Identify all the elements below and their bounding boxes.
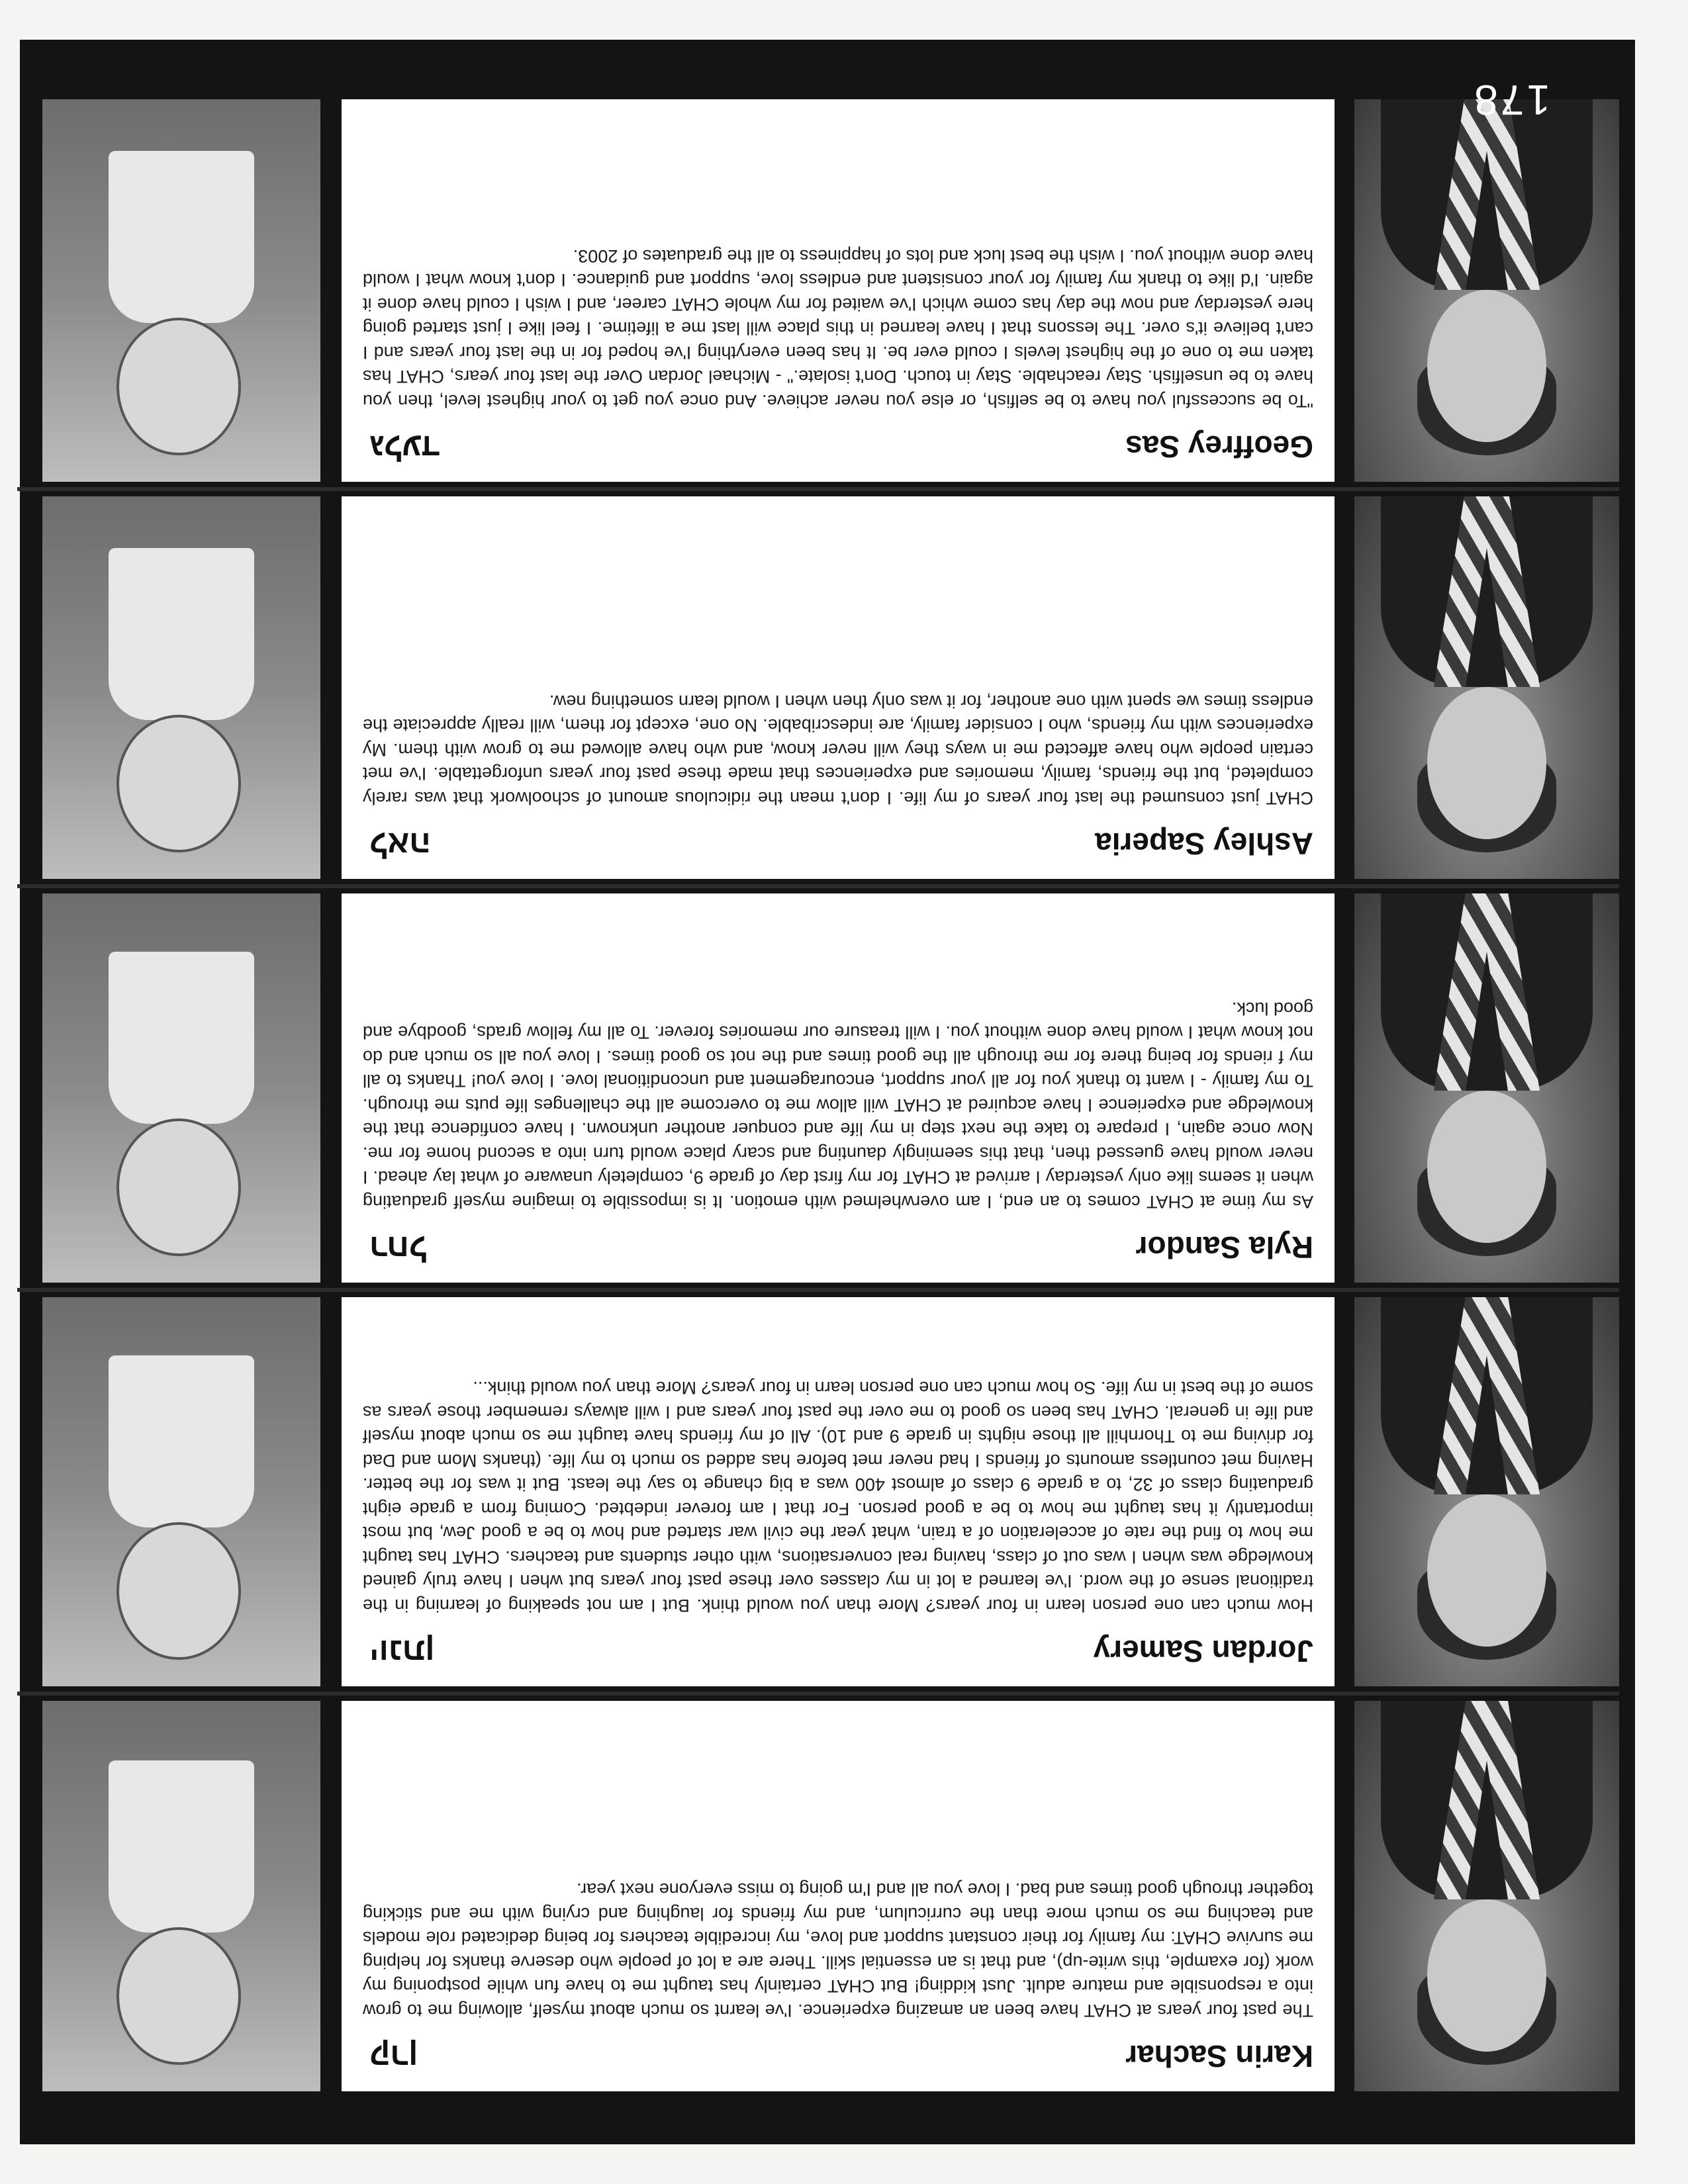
childhood-photo (42, 496, 320, 879)
row-divider (17, 1692, 1619, 1696)
grad-name: Karin Sachar (1125, 2039, 1313, 2073)
childhood-photo (42, 1297, 320, 1686)
grad-message: The past four years at CHAT have been an amazing experience. I've learnt so much about myself, allowing me to grow into a responsible and mature adult. Just kidding! But CHAT certainly has taught me to have fun while postponing my work (for example, this write-up), and that is an essential skill. There are a lot of people who deserve thanks for helping me survive CHAT: my family for their constant support and love, my incredible teachers for being dedicated role models and teaching me so much more than the curriculum, and my friends for laughing and crying with me and sticking together through good times and bad. I love you all and I'm going to miss everyone next year. (363, 1880, 1313, 2021)
grad-name: Ryla Sandor (1135, 1230, 1313, 1265)
grad-hebrew-name: רחל (369, 1230, 428, 1265)
grad-portrait (1354, 1297, 1619, 1686)
grad-entry (17, 496, 1619, 879)
grad-hebrew-name: גלעד (369, 429, 440, 464)
row-divider (17, 1288, 1619, 1292)
grad-hebrew-name: יונתן (369, 1633, 435, 1668)
grad-text-box (342, 496, 1335, 879)
grad-portrait (1354, 496, 1619, 879)
grad-name-bar (363, 1224, 1313, 1268)
grad-portrait (1354, 893, 1619, 1283)
grad-entry (17, 1701, 1619, 2091)
grad-name-bar (363, 424, 1313, 467)
grad-text-box (342, 99, 1335, 482)
childhood-photo (42, 1701, 320, 2091)
row-divider (17, 884, 1619, 888)
grad-portrait (1354, 1701, 1619, 2091)
grad-message: CHAT just consumed the last four years of my life. I don't mean the ridiculous amount of schoolwork that was rarely completed, but the friends, family, memories and experiences that made these past four years unforgettable. I've met certain people who have affected me in ways they will never know, and who have allowed me to grow with them. My experiences with my friends, who I consider family, are indescribable. No one, except for them, will really appreciate the endless times we spent with one another, for it was only then when I would learn something new. (363, 692, 1313, 808)
grad-name: Ashley Saperia (1095, 827, 1313, 861)
grad-text-box (342, 1297, 1335, 1686)
grad-name: Jordan Samery (1093, 1634, 1313, 1668)
grad-name: Geoffrey Sas (1125, 430, 1313, 464)
grad-entry (17, 1297, 1619, 1686)
grad-text-box (342, 1701, 1335, 2091)
row-divider (17, 487, 1619, 491)
grad-entry (17, 99, 1619, 482)
grad-text-box (342, 893, 1335, 1283)
grad-hebrew-name: קרן (369, 2038, 418, 2073)
childhood-photo (42, 99, 320, 482)
grad-entry (17, 893, 1619, 1283)
childhood-photo (42, 893, 320, 1283)
grad-portrait (1354, 99, 1619, 482)
grad-message: How much can one person learn in four years? More than you would think. But I am not speaking of learning in the traditional sense of the word. I've learned a lot in my classes over these past four years but when I have truly gained knowledge was when I was out of class, having real conversations, with other students and teachers. CHAT has taught me how to find the rate of acceleration of a train, what year the civil war started and how to be a good Jew, but most importantly it has taught me how to be a good person. For that I am forever indebted. Coming from a grade eight graduating class of 32, to a grade 9 class of almost 400 was a big change to say the least. But it was for the better. Having met countless amounts of friends I had never met before has added so much to my life. (thanks Mom and Dad for driving me to Thornhill all those nights in grade 9 and 10). All of my friends have taught me so much about myself and life in general. CHAT has been so good to me over the past four years and I will always remember those years as some of the best in my life. So how much can one person learn in four years? More than you would think... (363, 1378, 1313, 1615)
grad-hebrew-name: לאה (369, 826, 431, 861)
grad-name-bar (363, 1628, 1313, 1672)
grad-name-bar (363, 821, 1313, 864)
grad-message: "To be successful you have to be selfish, or else you never achieve. And once you get to your highest level, then you have to be unselfish. Stay reachable. Stay in touch. Don't isolate." - Michael Jordan Over the last four years, CHAT has taken me to one of the highest levels I could ever be. It has been everything I've hoped for in the last four years and I can't believe it's over. The lessons that I have learned in this place will last me a lifetime. I feel like I just started going here yesterday and now the day has come which I've waited for my whole CHAT career, and I wish I could have done it again. I'd like to thank my family for your consistent and endless love, support and guidance. I don't know what I would have done without you. I wish the best luck and lots of happiness to all the graduates of 2003. (363, 246, 1313, 411)
page-number: 178 (1472, 76, 1550, 124)
grad-name-bar (363, 2033, 1313, 2077)
grad-message: As my time at CHAT comes to an end, I am overwhelmed with emotion. It is impossible to imagine myself graduating when it seems like only yesterday I arrived at CHAT for my first day of grade 9, completely unaware of what lay ahead. I never would have guessed then, that this seemingly daunting and scary place would turn into a second home for me. Now once again, I prepare to take the next step in my life and conquer another unknown. I have confidence that the knowledge and experience I have acquired at CHAT will allow me to overcome all the challenges life puts me through. To my family - I want to thank you for all your support, encouragement and unconditional love. I love you! Thanks to all my f riends for being there for me through all the good times and the not so good times. I love you all so much and do not know what I would have done without you. I will treasure our memories forever. To all my fellow grads, goodbye and good luck. (363, 999, 1313, 1212)
